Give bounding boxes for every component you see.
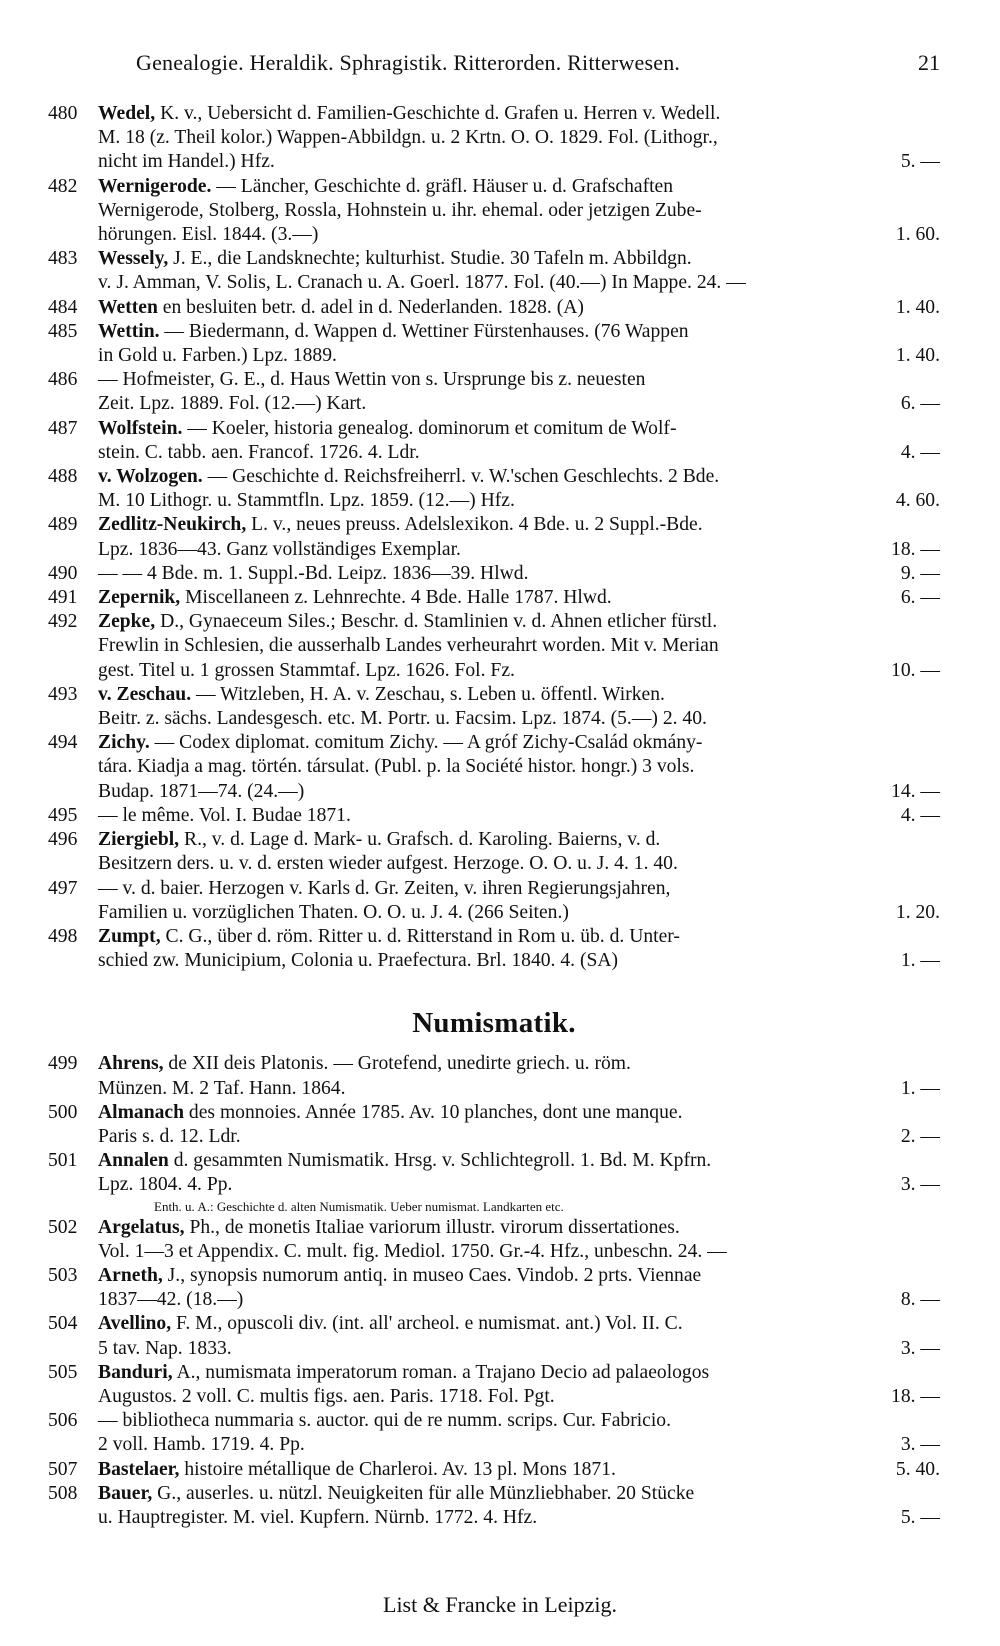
entry-text: en besluiten betr. d. adel in d. Nederlanden. 1828. (A): [162, 296, 584, 318]
entry-number: 501: [48, 1150, 78, 1172]
entry-line: [98, 417, 940, 441]
entry-heading: Bastelaer,: [98, 1458, 180, 1480]
entry-heading: Almanach: [98, 1101, 185, 1123]
entry-line: [98, 175, 940, 199]
entry-number: 499: [48, 1053, 78, 1075]
entry-text: stein. C. tabb. aen. Francof. 1726. 4. Ldr.: [98, 441, 420, 463]
entry-price: 1. 20.: [895, 901, 940, 923]
entry-price: 6. —: [900, 393, 940, 415]
catalog-entry: [48, 368, 940, 416]
page-header: [136, 50, 940, 80]
entry-text: Vol. 1—3 et Appendix. C. mult. fig. Mediol. 1750. Gr.-4. Hfz., unbeschn. 24. —: [98, 1240, 727, 1262]
entry-text: Wernigerode, Stolberg, Rossla, Hohnstein u. ihr. ehemal. oder jetzigen Zube-: [98, 199, 702, 221]
entry-number: 486: [48, 369, 78, 391]
entry-price: 4. —: [900, 804, 940, 826]
entry-line: [98, 126, 940, 150]
entry-line: [98, 247, 940, 271]
entry-text: J., synopsis numorum antiq. in museo Caes. Vindob. 2 prts. Viennae: [167, 1264, 702, 1286]
entry-text: F. M., opuscoli div. (int. all' archeol. e numismat. ant.) Vol. II. C.: [176, 1313, 683, 1335]
entry-line: [98, 296, 940, 320]
entry-price: 18. —: [891, 1385, 940, 1407]
entry-price: 4. —: [900, 441, 940, 463]
entry-heading: Wernigerode.: [98, 175, 212, 197]
catalog-entry: [48, 1264, 940, 1312]
entry-price: 3. —: [900, 1434, 940, 1456]
catalog-entry: [48, 877, 940, 925]
entry-heading: Ahrens,: [98, 1053, 164, 1075]
catalog-entry: [48, 1216, 940, 1264]
entry-price: 1. —: [900, 950, 940, 972]
entry-text: R., v. d. Lage d. Mark- u. Grafsch. d. Karoling. Baierns, v. d.: [184, 829, 661, 851]
entry-line: [98, 1506, 940, 1530]
entry-text: — Läncher, Geschichte d. gräfl. Häuser u. d. Grafschaften: [216, 175, 674, 197]
entry-text: — Koeler, historia genealog. dominorum et comitum de Wolf-: [187, 417, 677, 439]
entry-number: 508: [48, 1482, 78, 1504]
entry-price: 8. —: [900, 1289, 940, 1311]
entry-line: [98, 780, 940, 804]
entry-text: gest. Titel u. 1 grossen Stammtaf. Lpz. 1626. Fol. Fz.: [98, 659, 515, 681]
entry-line: [98, 1312, 940, 1336]
entry-price: 5. —: [900, 151, 940, 173]
entry-text: A., numismata imperatorum roman. a Trajano Decio ad palaeologos: [176, 1361, 710, 1383]
entry-line: [98, 368, 940, 392]
entry-heading: Zedlitz-Neukirch,: [98, 514, 247, 536]
entry-line: [98, 901, 940, 925]
entry-price: 3. —: [900, 1337, 940, 1359]
entry-line: [98, 199, 940, 223]
entry-price: 3. —: [900, 1174, 940, 1196]
entry-line: [98, 102, 940, 126]
entry-text: L. v., neues preuss. Adelslexikon. 4 Bde. u. 2 Suppl.-Bde.: [251, 514, 703, 536]
entry-line: [98, 949, 940, 973]
entry-number: 490: [48, 562, 78, 584]
entry-line: [98, 1101, 940, 1125]
entry-text: — Biedermann, d. Wappen d. Wettiner Fürstenhauses. (76 Wappen: [164, 320, 689, 342]
entry-line: [98, 1385, 940, 1409]
entry-line: [98, 513, 940, 537]
catalog-entry: [48, 828, 940, 876]
entry-price: 1. —: [900, 1077, 940, 1099]
entry-line: [98, 1216, 940, 1240]
catalog-entry: [48, 610, 940, 683]
entry-heading: Annalen: [98, 1150, 169, 1172]
entries-numismatics: [48, 1052, 940, 1530]
entry-number: 505: [48, 1361, 78, 1383]
entry-text: in Gold u. Farben.) Lpz. 1889.: [98, 345, 337, 367]
entry-text: nicht im Handel.) Hfz.: [98, 151, 275, 173]
entry-price: 1. 40.: [895, 296, 940, 318]
entry-price: 5. 40.: [895, 1458, 940, 1480]
entry-text: Ph., de monetis Italiae variorum illustr. virorum dissertationes.: [189, 1216, 680, 1238]
entry-line: [98, 538, 940, 562]
entry-text: Frewlin in Schlesien, die ausserhalb Landes verheurahrt worden. Mit v. Merian: [98, 635, 719, 657]
entry-line: [98, 1240, 940, 1264]
catalog-entry: [48, 175, 940, 248]
entry-text: — le même. Vol. I. Budae 1871.: [98, 804, 351, 826]
entry-text: C. G., über d. röm. Ritter u. d. Ritterstand in Rom u. üb. d. Unter-: [165, 925, 680, 947]
entry-number: 497: [48, 877, 78, 899]
entry-text: Familien u. vorzüglichen Thaten. O. O. u. J. 4. (266 Seiten.): [98, 901, 569, 923]
entry-number: 488: [48, 466, 78, 488]
entry-text: M. 18 (z. Theil kolor.) Wappen-Abbildgn. u. 2 Krtn. O. O. 1829. Fol. (Lithogr.,: [98, 127, 718, 149]
catalog-entry: [48, 102, 940, 175]
entry-text: Budap. 1871—74. (24.—): [98, 780, 305, 802]
entry-heading: Argelatus,: [98, 1216, 185, 1238]
entry-line: [98, 659, 940, 683]
entry-number: 503: [48, 1264, 78, 1286]
entry-text: G., auserles. u. nützl. Neuigkeiten für alle Münzliebhaber. 20 Stücke: [157, 1482, 695, 1504]
entry-line: [98, 755, 940, 779]
entry-line: [98, 344, 940, 368]
entry-line: [98, 828, 940, 852]
entry-price: 5. —: [900, 1506, 940, 1528]
catalog-entry: [48, 562, 940, 586]
entry-line: [98, 465, 940, 489]
entry-line: [98, 1173, 940, 1197]
entry-heading: Wetten: [98, 296, 158, 318]
entry-text: Lpz. 1836—43. Ganz vollständiges Exemplar.: [98, 538, 461, 560]
entry-line: [98, 1125, 940, 1149]
entry-text: v. J. Amman, V. Solis, L. Cranach u. A. Goerl. 1877. Fol. (40.—) In Mappe. 24. —: [98, 272, 746, 294]
catalog-entry: [48, 417, 940, 465]
entry-number: 507: [48, 1458, 78, 1480]
entry-line: [98, 634, 940, 658]
catalog-entry: [48, 731, 940, 804]
running-title: Genealogie. Heraldik. Sphragistik. Ritterorden. Ritterwesen.: [136, 50, 681, 75]
entry-heading: v. Zeschau.: [98, 683, 192, 705]
entry-line: [98, 731, 940, 755]
entry-line: [98, 610, 940, 634]
entry-line: [98, 852, 940, 876]
entry-line: [98, 392, 940, 416]
entry-line: [98, 804, 940, 828]
entry-text: de XII deis Platonis. — Grotefend, unedirte griech. u. röm.: [168, 1053, 631, 1075]
entry-heading: Wettin.: [98, 320, 160, 342]
entry-text: Paris s. d. 12. Ldr.: [98, 1125, 241, 1147]
entry-text: des monnoies. Année 1785. Av. 10 planches, dont une manque.: [188, 1101, 683, 1123]
catalog-entry: [48, 513, 940, 561]
entry-price: 9. —: [900, 562, 940, 584]
entry-heading: Zepke,: [98, 611, 156, 633]
catalog-entry: [48, 465, 940, 513]
entry-heading: Wedel,: [98, 103, 156, 124]
entry-price: 14. —: [891, 780, 940, 802]
entry-number: 495: [48, 804, 78, 826]
entry-text: — — 4 Bde. m. 1. Suppl.-Bd. Leipz. 1836—39. Hlwd.: [98, 562, 529, 584]
section-title: Numismatik.: [412, 1007, 576, 1040]
entry-heading: Banduri,: [98, 1361, 173, 1383]
publisher-footer: List & Francke in Leipzig.: [383, 1592, 617, 1617]
entry-text: tára. Kiadja a mag. történ. társulat. (Publ. p. la Société histor. hongr.) 3 vols.: [98, 756, 695, 778]
entry-text: Münzen. M. 2 Taf. Hann. 1864.: [98, 1077, 346, 1099]
entry-number: 484: [48, 296, 78, 318]
entry-text: — v. d. baier. Herzogen v. Karls d. Gr. Zeiten, v. ihren Regierungsjahren,: [98, 877, 671, 899]
entry-number: 502: [48, 1216, 78, 1238]
entry-line: [98, 586, 940, 610]
entry-price: 10. —: [891, 659, 940, 681]
entry-number: 496: [48, 829, 78, 851]
entry-line: [98, 1482, 940, 1506]
entry-text: Besitzern ders. u. v. d. ersten wieder aufgest. Herzoge. O. O. u. J. 4. 1. 40.: [98, 853, 678, 875]
entry-text: Miscellaneen z. Lehnrechte. 4 Bde. Halle 1787. Hlwd.: [185, 587, 612, 609]
entry-text: M. 10 Lithogr. u. Stammtfln. Lpz. 1859. (12.—) Hfz.: [98, 490, 515, 512]
catalog-entry: [48, 320, 940, 368]
entry-number: 480: [48, 103, 78, 124]
entry-text: — Codex diplomat. comitum Zichy. — A gróf Zichy-Család okmány-: [154, 732, 703, 754]
entry-line: [98, 562, 940, 586]
entry-text: J. E., die Landsknechte; kulturhist. Studie. 30 Tafeln m. Abbildgn.: [173, 248, 692, 270]
entry-line: [98, 320, 940, 344]
entry-line: [98, 150, 940, 174]
entry-price: 6. —: [900, 587, 940, 609]
entry-text: Lpz. 1804. 4. Pp.: [98, 1174, 233, 1196]
entry-text: — Geschichte d. Reichsfreiherrl. v. W.'schen Geschlechts. 2 Bde.: [207, 466, 720, 488]
entry-line: [98, 877, 940, 901]
entry-number: 498: [48, 925, 78, 947]
entry-number: 482: [48, 175, 78, 197]
entry-line: [98, 1337, 940, 1361]
entry-price: 1. 40.: [895, 345, 940, 367]
entry-text: u. Hauptregister. M. viel. Kupfern. Nürnb. 1772. 4. Hfz.: [98, 1506, 538, 1528]
entry-line: [98, 707, 940, 731]
entry-text: D., Gynaeceum Siles.; Beschr. d. Stamlinien v. d. Ahnen etlicher fürstl.: [160, 611, 718, 633]
entry-text: — Hofmeister, G. E., d. Haus Wettin von s. Ursprunge bis z. neuesten: [98, 369, 646, 391]
catalog-entry: [48, 247, 940, 295]
entry-text: — Witzleben, H. A. v. Zeschau, s. Leben u. öffentl. Wirken.: [196, 683, 665, 705]
catalog-entry: [48, 804, 940, 828]
entry-text: 2 voll. Hamb. 1719. 4. Pp.: [98, 1434, 305, 1456]
catalog-entry: [48, 1052, 940, 1100]
catalog-entry: [48, 925, 940, 973]
catalog-entry: [48, 1149, 940, 1215]
entry-text: 5 tav. Nap. 1833.: [98, 1337, 232, 1359]
entry-text: 1837—42. (18.—): [98, 1289, 244, 1311]
entry-heading: Arneth,: [98, 1264, 163, 1286]
catalog-entry: [48, 1458, 940, 1482]
entry-text: Zeit. Lpz. 1889. Fol. (12.—) Kart.: [98, 393, 367, 415]
entry-line: [98, 1149, 940, 1173]
entry-line: [98, 1264, 940, 1288]
entry-line: [98, 489, 940, 513]
entry-text: Augustos. 2 voll. C. multis figs. aen. Paris. 1718. Fol. Pgt.: [98, 1385, 555, 1407]
entry-number: 493: [48, 683, 78, 705]
entry-heading: Wessely,: [98, 248, 169, 270]
entry-line: [98, 441, 940, 465]
catalog-entry: [48, 586, 940, 610]
entry-heading: Zichy.: [98, 732, 150, 754]
entry-line: [98, 1361, 940, 1385]
entry-line: [98, 271, 940, 295]
catalog-entry: [48, 1101, 940, 1149]
entry-heading: Avellino,: [98, 1313, 172, 1335]
entry-heading: Zumpt,: [98, 925, 161, 947]
entry-heading: Zepernik,: [98, 587, 181, 609]
catalog-entry: [48, 1482, 940, 1530]
entry-number: 492: [48, 611, 78, 633]
entry-heading: Bauer,: [98, 1482, 153, 1504]
entry-line: [98, 1052, 940, 1076]
entry-price: 18. —: [891, 538, 940, 560]
entry-text: d. gesammten Numismatik. Hrsg. v. Schlichtegroll. 1. Bd. M. Kpfrn.: [173, 1150, 712, 1172]
entry-heading: v. Wolzogen.: [98, 466, 203, 488]
entry-number: 506: [48, 1410, 78, 1432]
entry-note: Enth. u. A.: Geschichte d. alten Numismatik. Ueber numismat. Landkarten etc.: [154, 1198, 564, 1214]
entry-text: K. v., Uebersicht d. Familien-Geschichte d. Grafen u. Herren v. Wedell.: [160, 103, 721, 124]
entry-number: 483: [48, 248, 78, 270]
entry-line: [98, 925, 940, 949]
entry-number: 494: [48, 732, 78, 754]
catalog-entry: [48, 1312, 940, 1360]
entry-line: [98, 1409, 940, 1433]
entry-line: [98, 1288, 940, 1312]
entry-text: Beitr. z. sächs. Landesgesch. etc. M. Portr. u. Facsim. Lpz. 1874. (5.—) 2. 40.: [98, 708, 707, 730]
entry-number: 491: [48, 587, 78, 609]
entry-heading: Wolfstein.: [98, 417, 183, 439]
entry-line: [98, 1077, 940, 1101]
entry-number: 489: [48, 514, 78, 536]
entry-number: 487: [48, 417, 78, 439]
entry-text: schied zw. Municipium, Colonia u. Praefectura. Brl. 1840. 4. (SA): [98, 950, 619, 972]
catalog-entry: [48, 296, 940, 320]
entry-line: [98, 1433, 940, 1457]
catalog-entry: [48, 683, 940, 731]
entries-genealogy: [48, 102, 940, 973]
entry-line: [98, 1458, 940, 1482]
entry-line: [98, 683, 940, 707]
entry-number: 485: [48, 320, 78, 342]
entry-price: 2. —: [900, 1125, 940, 1147]
page-number: 21: [918, 50, 940, 75]
entry-heading: Ziergiebl,: [98, 829, 180, 851]
entry-price: 4. 60.: [895, 490, 940, 512]
entry-line: [98, 223, 940, 247]
entry-text: hörungen. Eisl. 1844. (3.—): [98, 224, 319, 246]
entry-text: histoire métallique de Charleroi. Av. 13 pl. Mons 1871.: [184, 1458, 616, 1480]
entry-text: — bibliotheca nummaria s. auctor. qui de re numm. scrips. Cur. Fabricio.: [98, 1410, 672, 1432]
entry-number: 504: [48, 1313, 78, 1335]
catalog-entry: [48, 1361, 940, 1409]
catalog-entry: [48, 1409, 940, 1457]
entry-number: 500: [48, 1101, 78, 1123]
entry-price: 1. 60.: [895, 224, 940, 246]
